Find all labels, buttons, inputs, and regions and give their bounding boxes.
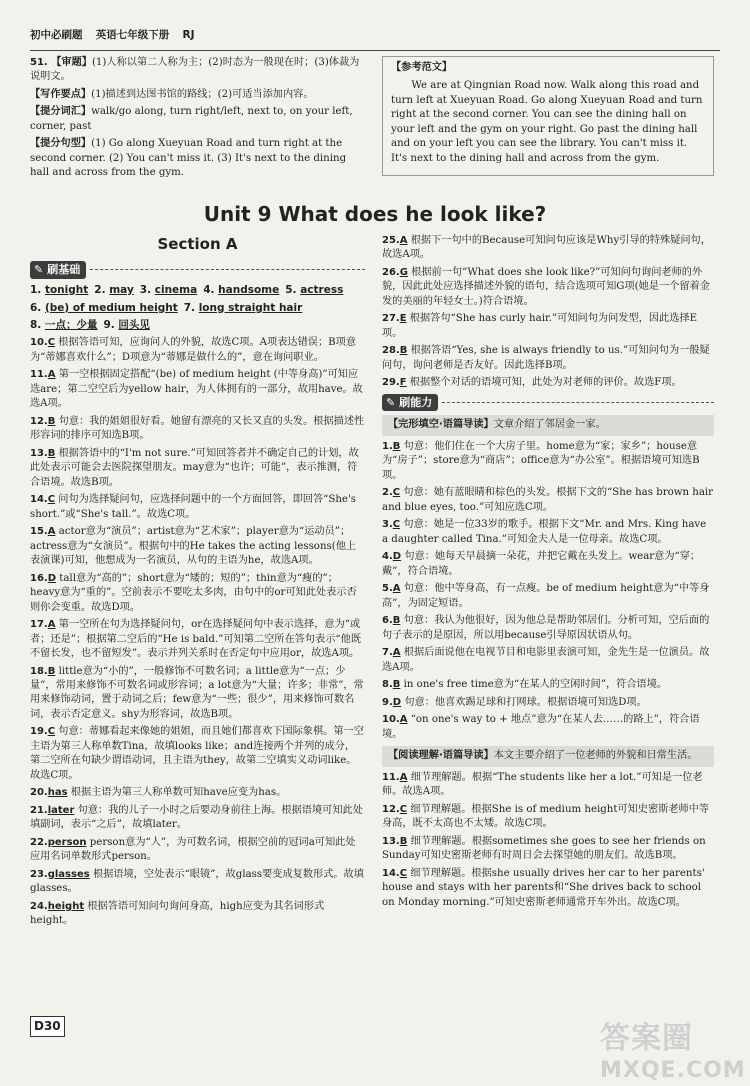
answer-item [30,336,365,365]
item-number: 16. [30,572,48,584]
item-number: 12. [30,415,48,427]
cloze-item [382,678,714,692]
item-explanation: person意为“人”，为可数名词，根据空前的冠词a可知此处应用名词单数形式person。 [30,836,356,863]
item-number: 9. [382,696,393,708]
pencil-icon: ✎ [386,395,396,409]
answer-item [382,376,714,390]
fill-answer: handsome [218,283,280,296]
item-explanation: 根据整个对话的语境可知，此处为对老师的评价。故选F项。 [406,377,682,389]
cloze-item [382,440,714,483]
item-answer: B [399,345,408,357]
item-number: 2. [382,487,393,499]
cloze-item [382,713,714,742]
cloze-item [382,582,714,611]
item-answer: D [392,696,402,708]
fill-number: 3. [139,283,155,296]
item-number: 23. [30,868,48,880]
answer-item [30,900,365,929]
answer-item [30,447,365,490]
guide-label: 【提分词汇】 [30,106,92,118]
fill-number: 2. [94,283,110,296]
item-explanation: 句意：我认为他很好，因为他总是帮助邻居们。分析可知，空后面的句子表示的是原因，所以用because引导原因状语从句。 [382,615,710,641]
item-number: 26. [382,266,400,278]
fill-answer: actress [300,283,344,296]
cloze-item [382,518,714,547]
fill-number: 8. [30,319,45,332]
item-number: 15. [30,526,48,538]
reading-item [382,771,714,800]
reference-title: 【参考范文】 [391,62,453,73]
item-number: 24. [30,900,48,912]
fill-answer: tonight [44,283,89,296]
item-number: 10. [30,337,48,349]
item-explanation: 根据后面说他在电视节目和电影里表演可知，金先生是一位演员。故选A项。 [382,647,710,673]
guide-label: 【写作要点】 [30,88,92,100]
basic-tag-label: 刷基础 [47,263,81,276]
ability-tag-label: 刷能力 [399,395,433,409]
fill-number: 6. [30,301,45,314]
left-top-column [30,56,365,184]
item-explanation: 细节理解题。根据she usually drives her car to her parents' house and stays with her parents和“She drives back to school on Monday morning.”可知史密斯老师通常开车外出。故选C项。 [382,867,705,908]
item-number: 3. [382,519,393,531]
item-answer: B [392,440,401,452]
watermark-logo [600,1018,746,1086]
item-explanation: 根据答语“Yes, she is always friendly to us.”可知问句为一般疑问句，询问老师是否友好。因此选择B项。 [382,345,710,371]
fill-row [30,283,365,298]
cloze-item [382,614,714,643]
page-header [30,28,720,51]
answer-item [30,525,365,568]
reading-item [382,803,714,832]
writing-guide-para [30,56,365,85]
pencil-icon: ✎ [34,263,44,276]
series-title: 初中必刷题 [30,29,83,41]
writing-guide-para [30,88,365,102]
reference-box-column [382,56,714,176]
item-number: 14. [30,494,48,506]
right-answer-list [382,234,714,391]
subject-title: 英语七年级下册 [95,29,170,41]
fill-number: 7. [183,301,199,314]
item-number: 6. [382,615,393,627]
item-answer: E [399,313,407,325]
item-number: 20. [30,787,48,799]
cloze-guide-band [382,415,714,435]
cloze-item [382,550,714,579]
item-answer: C [47,337,56,349]
item-explanation: 第一空根据固定搭配“(be) of medium height (中等身高)”可知应选are；第二空空后为yellow hair，为人体拥有的一部分，故用have。故选A项。 [30,369,363,410]
item-answer: B [392,615,401,627]
item-explanation: 句意：她每天早晨摘一朵花，并把它戴在头发上。wear意为“穿；戴”，符合语境。 [382,551,701,577]
right-main-column [382,234,714,913]
answer-item [30,665,365,723]
fill-row [30,301,365,316]
left-answer-list [30,336,365,928]
fill-answers [30,283,365,334]
item-number: 19. [30,726,48,738]
item-number: 5. [382,583,393,595]
watermark-line2: MXQE.COM [600,1057,746,1083]
cloze-item [382,696,714,710]
item-answer: C [47,726,56,738]
item-explanation: 根据答句“She has curly hair.”可知问句为问发型，因此选择E项。 [382,313,698,339]
item-answer: F [399,377,407,389]
item-answer: A [399,235,408,246]
item-explanation: 根据语境，空处表示“眼镜”，故glass要变成复数形式。故填glasses。 [30,868,364,895]
item-answer: C [392,519,401,531]
item-answer: B [47,665,56,677]
item-number: 22. [30,836,48,848]
guide-text: (1)描述到达图书馆的路线；(2)可适当添加内容。 [91,88,314,100]
writing-guide-para [30,105,365,134]
item-answer: A [47,369,56,381]
item-answer: has [47,787,68,799]
reading-guide-text: 本文主要介绍了一位老师的外貌和日常生活。 [493,750,698,762]
fill-row [30,318,365,333]
answer-item [382,312,714,341]
item-answer: B [47,447,56,459]
reading-guide-label: 【阅读理解·语篇导读】 [388,750,494,762]
page-number: D30 [30,1016,65,1037]
edition-label: RJ [182,29,195,41]
fill-number: 5. [285,283,301,296]
section-title: Section A [157,235,238,253]
reading-guide-band [382,746,714,766]
item-explanation: 根据下一句中的Because可知问句应该是Why引导的特殊疑问句，故选A项。 [382,235,711,261]
reading-item [382,867,714,910]
fill-answer: cinema [154,283,198,296]
cloze-item [382,646,714,675]
basic-practice-tag [30,261,365,279]
item-number: 18. [30,665,48,677]
reference-essay-box [382,56,714,176]
item-answer: later [47,804,75,816]
item-answer: C [47,494,56,506]
guide-text: (1)人称以第二人称为主；(2)时态为一般现在时；(3)体裁为说明文。 [30,57,360,83]
answer-item [30,368,365,411]
answer-item [30,804,365,833]
item-number: 7. [382,647,393,659]
item-explanation: 问句为选择疑问句，应选择问题中的一个方面回答，即回答“She's short.”或“She's tall.”。故选C项。 [30,494,356,520]
answer-item [30,725,365,783]
item-answer: A [399,771,408,783]
item-number: 8. [382,679,393,691]
answer-item [30,618,365,661]
item-explanation: 句意：他喜欢踢足球和打网球。根据语境可知选D项。 [401,696,647,708]
item-answer: C [392,487,401,499]
item-answer: glasses [47,868,90,880]
item-number: 11. [382,771,400,783]
fill-answer: 回头见 [118,319,150,332]
item-explanation: 根据主语为第三人称单数可知have应变为has。 [67,787,287,799]
reading-answer-list [382,771,714,910]
answer-item [30,415,365,444]
item-answer: person [47,836,87,848]
item-explanation: 句意：蒂娜看起来像她的姐姐，而且她们都喜欢下国际象棋。第一空主语为第三人称单数Tina，故填looks like；and连接两个并列的成分，第二空所在句缺少谓语动词，且主语为they，故第二空填实义动词like。故选C项。 [30,726,364,781]
ability-practice-tag [382,394,714,412]
item-explanation: 句意：我的姐姐很好看。她留有漂亮的又长又直的头发。根据描述性形容词的排序可知选B项。 [30,415,365,442]
item-answer: A [392,583,401,595]
guide-label: 【审题】 [51,57,92,68]
item-number: 28. [382,345,400,357]
item-number: 1. [382,440,393,452]
item-explanation: 句意：他们住在一个大房子里。home意为“家；家乡”；house意为“房子”；store意为“商店”；office意为“办公室”。根据语境可知选B项。 [382,440,700,481]
answer-item [382,344,714,373]
fill-answer: long straight hair [198,301,303,314]
item-answer: D [47,572,57,584]
item-answer: A [47,619,56,631]
answer-item [382,266,714,309]
left-main-column [30,258,365,932]
fill-number: 1. [30,283,45,296]
answer-item [30,786,365,800]
item-explanation: 细节理解题。根据“The students like her a lot.”可知是一位老师。故选A项。 [382,771,703,798]
unit-title: Unit 9 What does he look like? [203,202,547,226]
fill-answer: (be) of medium height [44,301,178,314]
guide-label: 【提分句型】 [30,138,92,150]
watermark-line1: 答案圈 [600,1021,693,1056]
item-explanation: actor意为“演员”；artist意为“艺术家”；player意为“运动员”；actress意为“女演员”。根据句中的He takes the acting lessons(他上表演课)可知，他想成为一名演员，从句的主语为he，故选A项。 [30,526,357,567]
item-explanation: little意为“小的”，一般修饰不可数名词；a little意为“一点；少量”，常用来修饰不可数名词或形容词；a lot意为“大量；许多；非常”，常用来修饰动词，置于动词之后；few意为“一些；很少”，用来修饰可数名词，表示否定意义。shy为形容词，故选B项。 [30,665,364,720]
fill-answer: 一点；少量 [44,319,98,332]
item-explanation: 细节理解题。根据She is of medium height可知史密斯老师中等身高，既不太高也不太矮。故选C项。 [382,803,710,830]
item-number: 27. [382,313,400,325]
item-number: 13. [30,447,48,459]
item-explanation: 根据前一句“What does she look like?”可知问句询问老师的外貌，因此此处应选择描述外貌的语句，结合选项可知G项(她是一个留着金发的美丽的年轻女士。)符合语境。 [382,266,710,307]
guide-text: (1) Go along Xueyuan Road and turn right at the second corner. (2) You can't miss it. (3) It's next to the dining hall and across from the gym. [30,138,347,179]
answer-item [382,234,714,263]
item-number: 29. [382,377,400,389]
item-answer: D [392,551,402,563]
item-explanation: “on one's way to + 地点”意为“在某人去……的路上”，符合语境。 [382,714,700,740]
item-explanation: 句意：他中等身高，有一点瘦。be of medium height意为“中等身高”，为固定短语。 [382,583,710,609]
item-answer: A [47,526,56,538]
item-answer: A [399,714,408,726]
item-number: 25. [382,235,400,246]
answer-item [30,836,365,865]
item-explanation: 句意：她是一位33岁的歌手。根据下文“Mr. and Mrs. King have a daughter called Tina.”可知金夫人是一位母亲。故选C项。 [382,519,707,545]
item-explanation: 句意：她有蓝眼睛和棕色的头发。根据下文的“She has brown hair and blue eyes, too.”可知应选C项。 [382,487,714,513]
item-number: 13. [382,835,400,847]
item-explanation: 根据答语可知，应询问人的外貌，故选C项。A项表达错误；B项意为“蒂娜喜欢什么”；D项意为“蒂娜是做什么的”，意在询问职业。 [30,337,356,363]
item-answer: A [392,647,401,659]
cloze-item [382,486,714,515]
cloze-guide-text: 文章介绍了邻居金一家。 [493,419,606,431]
item-number: 51. [30,57,52,68]
item-number: 14. [382,867,400,879]
item-explanation: tall意为“高的”；short意为“矮的；短的”；thin意为“瘦的”；heavy意为“重的”。空前表示不要吃太多肉，由句中的or可知此处表示否则你会变重。故选D项。 [30,572,357,613]
item-number: 11. [30,369,48,381]
cloze-answer-list [382,440,714,742]
item-number: 12. [382,803,400,815]
item-explanation: 句意：我的儿子一小时之后要动身前往上海。根据语境可知此处填副词，表示“之后”，故填later。 [30,804,363,831]
fill-number: 4. [203,283,219,296]
answer-item [30,868,365,897]
item-number: 17. [30,619,48,631]
writing-guide-para [30,137,365,180]
fill-number: 9. [103,319,119,332]
fill-answer: may [109,283,134,296]
answer-item [30,572,365,615]
guide-text: walk/go along, turn right/left, next to, on your left, corner, past [30,106,353,132]
item-explanation: in one's free time意为“在某人的空闲时间”，符合语境。 [400,679,668,691]
cloze-guide-label: 【完形填空·语篇导读】 [388,419,494,431]
item-number: 10. [382,714,400,726]
item-answer: height [47,900,85,912]
item-explanation: 第一空所在句为选择疑问句，or在选择疑问句中表示选择，意为“或者；还是”；根据第二空后的“He is bald.”可知第二空所在答句表示“他既不留长发，也不留短发”。表示并列关系时在否定句中应用or，故选A项。 [30,619,362,660]
item-explanation: 根据答语可知问句询问身高，high应变为其名词形式height。 [30,900,325,927]
item-answer: G [399,266,408,278]
item-number: 4. [382,551,393,563]
item-answer: C [399,867,408,879]
item-explanation: 细节理解题。根据sometimes she goes to see her friends on Sunday可知史密斯老师有时周日会去探望她的朋友们。故选B项。 [382,835,706,862]
item-answer: C [399,803,408,815]
item-explanation: 根据答语中的“I'm not sure.”可知回答者并不确定自己的计划，故此处表示可能会去医院探望朋友。may意为“也许；可能”，表示推测，符合语境。故选B项。 [30,447,359,488]
reference-text: We are at Qingnian Road now. Walk along this road and turn left at Xueyuan Road. Go along Xueyuan Road and turn right at the second corner. You can see the dining hall on your left and the gym on your right. Go past the dining hall and on your left you can see the library. You can't miss it. It's next to the dining hall and across from the gym. [391,80,703,164]
answer-item [30,493,365,522]
item-answer: B [47,415,56,427]
item-number: 21. [30,804,48,816]
item-answer: B [399,835,408,847]
reading-item [382,835,714,864]
item-answer: B [392,679,401,691]
